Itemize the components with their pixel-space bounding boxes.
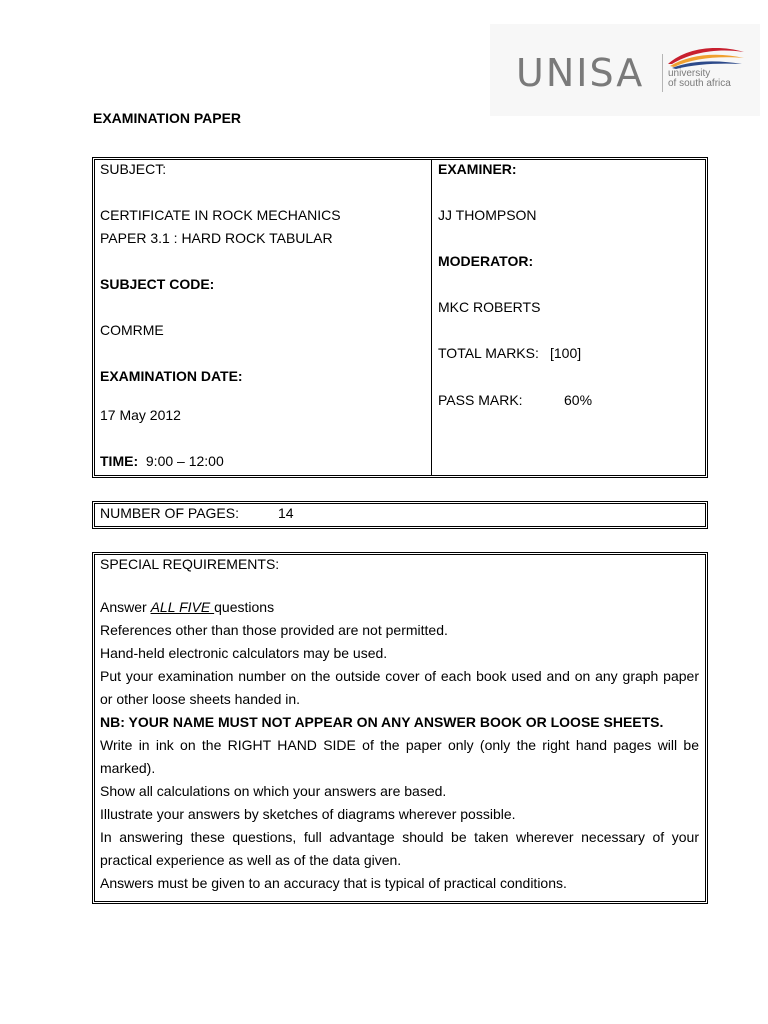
requirement-ink-line1: Write in ink on the RIGHT HAND SIDE of the paper only (only the right hand pages will be — [100, 737, 699, 753]
requirements-heading: SPECIAL REQUIREMENTS: — [100, 556, 280, 572]
examiner-value: JJ THOMPSON — [438, 207, 537, 223]
requirement-answer — [100, 596, 699, 619]
requirement-ink-line2: marked). — [100, 760, 156, 776]
pass-mark-value: 60% — [564, 392, 593, 408]
requirement-accuracy: Answers must be given to an accuracy that is typical of practical conditions. — [100, 875, 567, 891]
unisa-logo — [490, 24, 760, 116]
logo-tagline-line2: of south africa — [668, 78, 731, 89]
moderator-label: MODERATOR: — [438, 253, 534, 269]
time-label: TIME: — [100, 453, 139, 469]
time-value: 9:00 – 12:00 — [145, 453, 224, 469]
pass-mark-label: PASS MARK: — [438, 392, 523, 408]
exam-date-label: EXAMINATION DATE: — [100, 368, 243, 384]
subject-line-2: PAPER 3.1 : HARD ROCK TABULAR — [100, 230, 333, 246]
requirement-calculators: Hand-held electronic calculators may be used. — [100, 645, 388, 661]
requirement-advantage-line2: practical experience as well as of the data given. — [100, 852, 402, 868]
time-row — [100, 453, 224, 469]
requirement-nb: NB: YOUR NAME MUST NOT APPEAR ON ANY ANSWER BOOK OR LOOSE SHEETS. — [100, 714, 664, 730]
requirement-calculations: Show all calculations on which your answers are based. — [100, 783, 447, 799]
page-title: EXAMINATION PAPER — [93, 110, 242, 126]
requirements-list — [100, 596, 699, 895]
logo-tagline — [668, 69, 731, 89]
requirement-sketches: Illustrate your answers by sketches of diagrams wherever possible. — [100, 806, 516, 822]
special-requirements-box — [92, 552, 708, 904]
subject-code-value: COMRME — [100, 322, 164, 338]
logo-divider — [662, 54, 663, 92]
requirement-advantage-line1: In answering these questions, full advantage should be taken wherever necessary of your — [100, 829, 699, 845]
total-marks-value: [100] — [550, 345, 582, 361]
subject-code-label: SUBJECT CODE: — [100, 276, 215, 292]
examiner-label: EXAMINER: — [438, 161, 517, 177]
answer-post: questions — [214, 599, 275, 615]
exam-date-value: 17 May 2012 — [100, 407, 181, 423]
requirement-exam-number-line2: or other loose sheets handed in. — [100, 691, 301, 707]
column-divider — [431, 160, 432, 475]
moderator-value: MKC ROBERTS — [438, 299, 541, 315]
logo-tagline-line1: university — [668, 68, 711, 79]
total-marks-label: TOTAL MARKS: — [438, 345, 539, 361]
subject-label: SUBJECT: — [100, 161, 167, 177]
pages-label: NUMBER OF PAGES: — [100, 505, 239, 521]
pages-box — [92, 501, 708, 529]
requirement-exam-number-line1: Put your examination number on the outside cover of each book used and on any graph paper — [100, 668, 699, 684]
exam-info-box — [92, 157, 708, 478]
logo-wordmark: UNISA — [516, 51, 645, 95]
pages-value: 14 — [278, 505, 294, 521]
answer-emphasis: ALL FIVE — [150, 599, 215, 615]
subject-line-1: CERTIFICATE IN ROCK MECHANICS — [100, 207, 341, 223]
requirement-references: References other than those provided are not permitted. — [100, 622, 448, 638]
answer-pre: Answer — [100, 599, 151, 615]
